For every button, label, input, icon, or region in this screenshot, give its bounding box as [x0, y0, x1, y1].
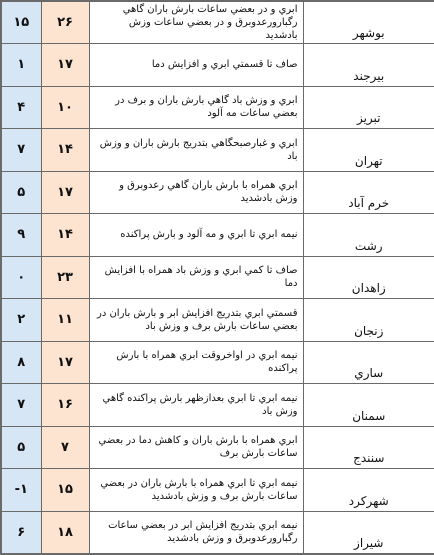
- weather-description-cell: صاف تا قسمتي ابري و افزايش دما: [89, 44, 303, 87]
- city-name-cell: شهركرد: [303, 469, 434, 512]
- table-row: [1, 426, 434, 469]
- max-temp-cell: ۱۵: [41, 469, 89, 512]
- min-temp-cell: ۵: [1, 171, 41, 214]
- min-temp-cell: ۷: [1, 129, 41, 172]
- table-row: [1, 299, 434, 342]
- max-temp-cell: ۱۷: [41, 44, 89, 87]
- min-temp-cell: ۴: [1, 86, 41, 129]
- min-temp-cell: ۷: [1, 384, 41, 427]
- weather-description-cell: نيمه ابري تا ابري همراه با بارش باران در بعضي ساعات بارش برف و وزش بادشديد: [89, 469, 303, 512]
- city-name-cell: بيرجند: [303, 44, 434, 87]
- table-row: [1, 129, 434, 172]
- table-row: [1, 511, 434, 554]
- min-temp-cell: ۸: [1, 341, 41, 384]
- min-temp-cell: ۱: [1, 44, 41, 87]
- weather-description-cell: نيمه ابري تا ابري بعدازظهر بارش پراكنده گاهي وزش باد: [89, 384, 303, 427]
- max-temp-cell: ۲۶: [41, 1, 89, 44]
- max-temp-cell: ۱۷: [41, 341, 89, 384]
- weather-description-cell: ابري و وزش باد گاهي بارش باران و برف در بعضي ساعات مه آلود: [89, 86, 303, 129]
- max-temp-cell: ۱۱: [41, 299, 89, 342]
- table-row: [1, 86, 434, 129]
- weather-description-cell: نيمه ابري در اواخروقت ابري همراه با بارش پراكنده: [89, 341, 303, 384]
- table-row: [1, 256, 434, 299]
- city-name-cell: ساري: [303, 341, 434, 384]
- max-temp-cell: ۱۷: [41, 171, 89, 214]
- city-name-cell: رشت: [303, 214, 434, 257]
- city-name-cell: خرم آباد: [303, 171, 434, 214]
- weather-description-cell: صاف تا كمي ابري و وزش باد همراه با افزايش دما: [89, 256, 303, 299]
- min-temp-cell: ۶: [1, 511, 41, 554]
- weather-description-cell: ابري همراه با بارش باران گاهي رعدوبرق و وزش بادشديد: [89, 171, 303, 214]
- min-temp-cell: ۵: [1, 426, 41, 469]
- table-row: [1, 171, 434, 214]
- table-row: [1, 384, 434, 427]
- weather-description-cell: ابري همراه با بارش باران و كاهش دما در بعضي ساعات بارش برف: [89, 426, 303, 469]
- forecast-rows: [1, 1, 434, 554]
- city-name-cell: سنندج: [303, 426, 434, 469]
- min-temp-cell: -۱: [1, 469, 41, 512]
- max-temp-cell: ۱۴: [41, 129, 89, 172]
- min-temp-cell: ۲: [1, 299, 41, 342]
- city-name-cell: تهران: [303, 129, 434, 172]
- city-name-cell: زنجان: [303, 299, 434, 342]
- city-name-cell: شيراز: [303, 511, 434, 554]
- weather-description-cell: نيمه ابري بتدريج افزايش ابر در بعضي ساعات رگبارورعدوبرق و وزش بادشديد: [89, 511, 303, 554]
- max-temp-cell: ۱۴: [41, 214, 89, 257]
- table-row: [1, 341, 434, 384]
- max-temp-cell: ۲۳: [41, 256, 89, 299]
- city-name-cell: تبريز: [303, 86, 434, 129]
- min-temp-cell: ۹: [1, 214, 41, 257]
- min-temp-cell: ۱۵: [1, 1, 41, 44]
- min-temp-cell: ۰: [1, 256, 41, 299]
- table-row: [1, 214, 434, 257]
- max-temp-cell: ۱۶: [41, 384, 89, 427]
- table-row: [1, 469, 434, 512]
- weather-description-cell: نيمه ابري تا ابري و مه آلود و بارش پراكنده: [89, 214, 303, 257]
- city-name-cell: سمنان: [303, 384, 434, 427]
- max-temp-cell: ۱۸: [41, 511, 89, 554]
- weather-description-cell: قسمتي ابري بتدريج افزايش ابر و بارش باران در بعضي ساعات بارش برف و وزش باد: [89, 299, 303, 342]
- table-row: [1, 44, 434, 87]
- max-temp-cell: ۷: [41, 426, 89, 469]
- max-temp-cell: ۱۰: [41, 86, 89, 129]
- table-row: [1, 1, 434, 44]
- city-name-cell: بوشهر: [303, 1, 434, 44]
- weather-description-cell: ابري و غبارصبحگاهي بتدريج بارش باران و وزش باد: [89, 129, 303, 172]
- city-name-cell: زاهدان: [303, 256, 434, 299]
- weather-description-cell: ابري و در بعضي ساعات بارش باران گاهي رگبارورعدوبرق و در بعضي ساعات وزش بادشديد: [89, 1, 303, 44]
